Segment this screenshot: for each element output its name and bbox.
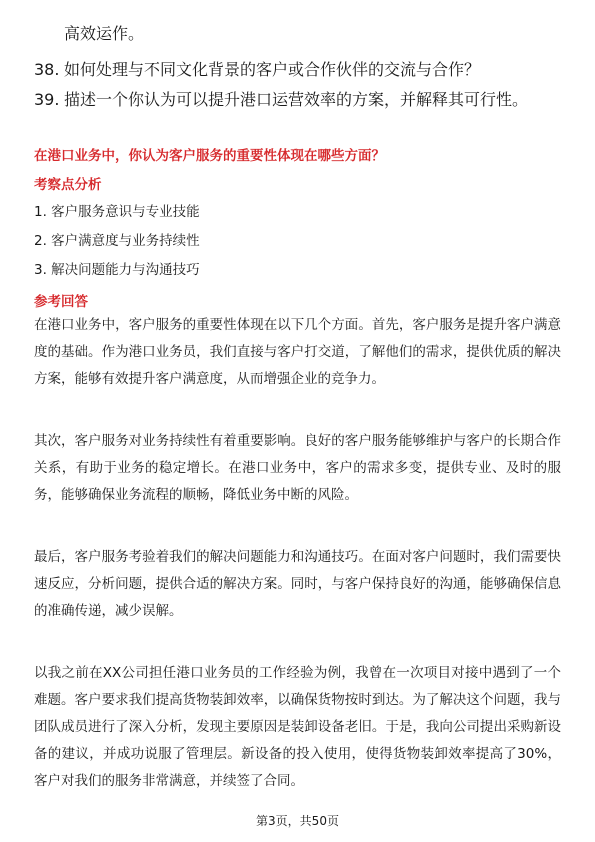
- analysis-heading: 考察点分析: [34, 177, 102, 193]
- answer-paragraph: 在港口业务中，客户服务的重要性体现在以下几个方面。首先，客户服务是提升客户满意度的基础。作为港口业务员，我们直接与客户打交道，了解他们的需求，提供优质的解决方案，能够有效提升客户满意度，从而增强企业的竞争力。: [34, 317, 561, 387]
- continuation-text: 高效运作。: [64, 24, 145, 43]
- analysis-item: 2. 客户满意度与业务持续性: [34, 233, 200, 249]
- question-text: 如何处理与不同文化背景的客户或合作伙伴的交流与合作？: [64, 60, 481, 79]
- question-number: 39.: [34, 90, 60, 109]
- page-footer: 第3页，共50页: [256, 814, 339, 828]
- question-number: 38.: [34, 60, 60, 79]
- analysis-item: 1. 客户服务意识与专业技能: [34, 204, 200, 220]
- analysis-item: 3. 解决问题能力与沟通技巧: [34, 262, 200, 278]
- answer-paragraph: 以我之前在XX公司担任港口业务员的工作经验为例，我曾在一次项目对接中遇到了一个难题。客户要求我们提高货物装卸效率，以确保货物按时到达。为了解决这个问题，我与团队成员进行了深入分析，发现主要原因是装卸设备老旧。于是，我向公司提出采购新设备的建议，并成功说服了管理层。新设备的投入使用，使得货物装卸效率提高了30%，客户对我们的服务非常满意，并续签了合同。: [34, 665, 561, 789]
- question-text: 描述一个你认为可以提升港口运营效率的方案，并解释其可行性。: [64, 90, 529, 109]
- answer-paragraph: 其次，客户服务对业务持续性有着重要影响。良好的客户服务能够维护与客户的长期合作关系，有助于业务的稳定增长。在港口业务中，客户的需求多变，提供专业、及时的服务，能够确保业务流程的顺畅，降低业务中断的风险。: [34, 433, 561, 503]
- question-item: [34, 57, 534, 83]
- question-item: [34, 87, 534, 113]
- answer-heading: 参考回答: [34, 294, 88, 310]
- section-question: 在港口业务中，你认为客户服务的重要性体现在哪些方面？: [34, 148, 385, 164]
- answer-paragraph: 最后，客户服务考验着我们的解决问题能力和沟通技巧。在面对客户问题时，我们需要快速反应，分析问题，提供合适的解决方案。同时，与客户保持良好的沟通，能够确保信息的准确传递，减少误解。: [34, 549, 561, 619]
